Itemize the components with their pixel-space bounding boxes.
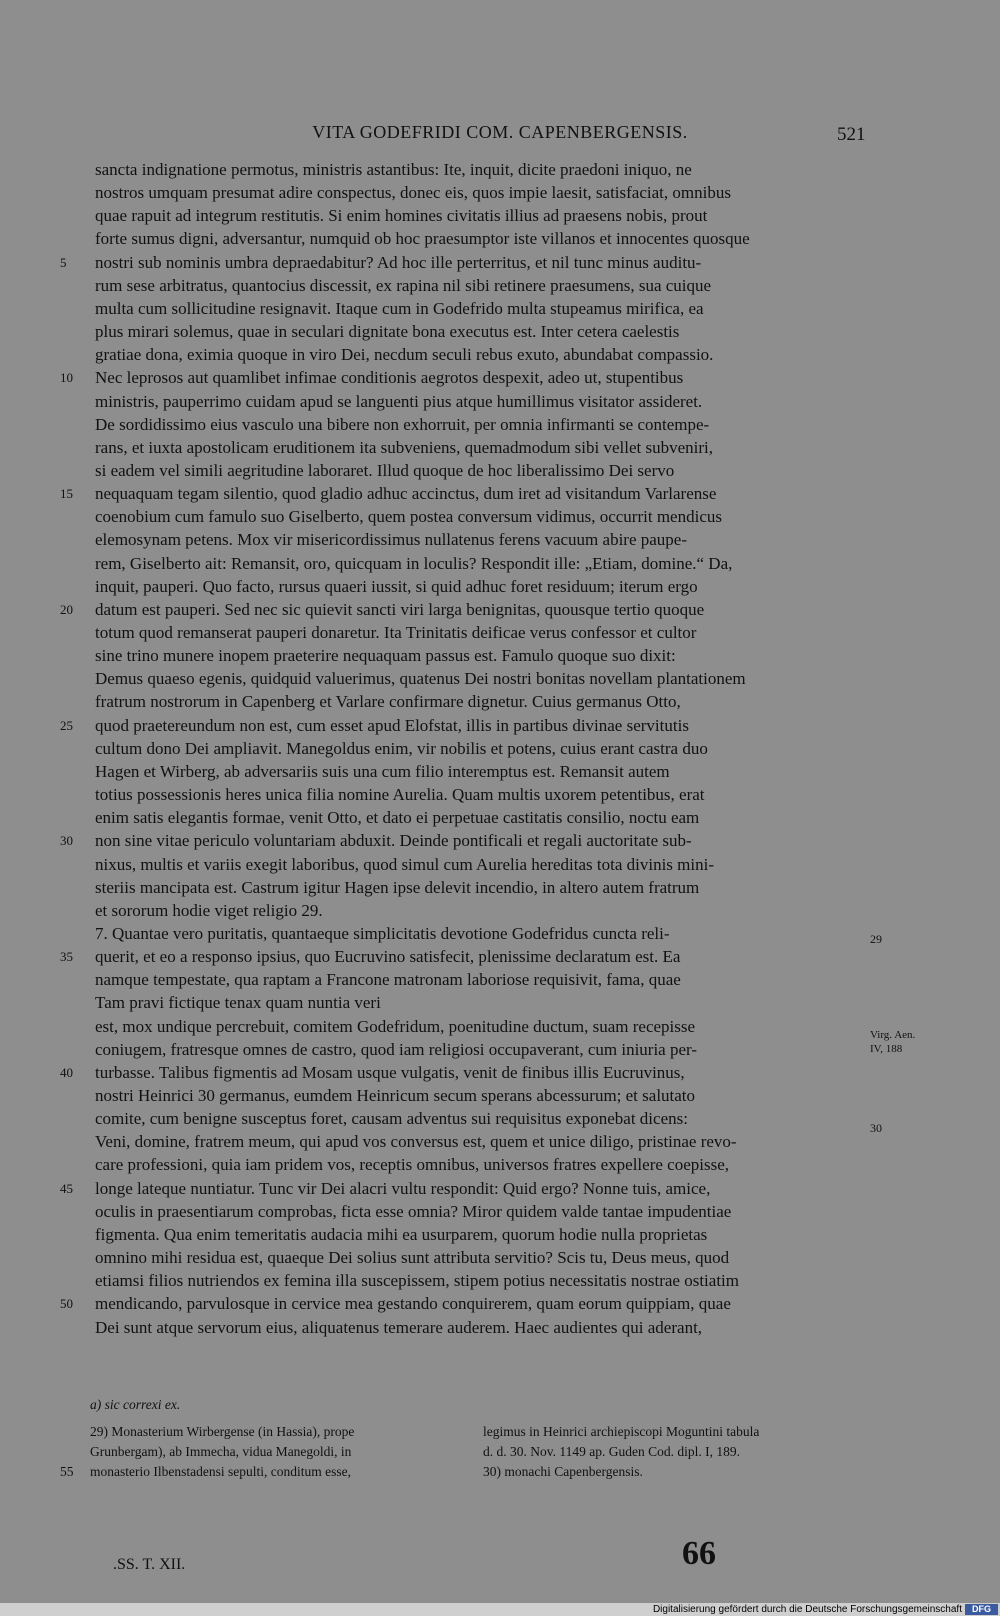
footnote-left-3: monasterio Ilbenstadensi sepulti, conditum esse, [90,1464,351,1479]
line-number: 25 [60,717,73,733]
line-number: 20 [60,601,73,617]
credit-bar [0,1603,1000,1616]
text-line: multa cum sollicitudine resignavit. Itaque cum in Godefrido multa stupeamus mirifica, ea [95,298,704,318]
text-line: inquit, pauperi. Quo facto, rursus quaeri iussit, si quid adhuc foret residuum; iterum ergo [95,576,698,596]
text-line: querit, et eo a responso ipsius, quo Eucruvino satisfecit, plenissime declaratum est. Ea [95,947,681,967]
footnote-left-2: Grunbergam), ab Immecha, vidua Manegoldi, in [90,1444,352,1459]
text-line: et sororum hodie viget religio 29. [95,900,323,920]
virgil-ref-line2: IV, 188 [870,1043,903,1055]
text-line: nostros umquam presumat adire conspectus, donec eis, quos impie laesit, satisfaciat, omnibus [95,183,731,203]
text-line: steriis mancipata est. Castrum igitur Hagen ipse delevit incendio, in altero autem fratrum [95,877,700,897]
text-line: turbasse. Talibus figmentis ad Mosam usque vulgatis, venit de finibus illis Eucruvinus, [95,1062,685,1082]
text-line: totius possessionis heres unica filia nomine Aurelia. Quam multis uxorem petentibus, erat [95,785,705,805]
line-number: 30 [60,833,73,849]
page-number: 521 [837,124,866,145]
text-line: Veni, domine, fratrem meum, qui apud vos conversus est, quem et unice diligo, pristinae revo- [95,1132,737,1152]
text-line: rans, et iuxta apostolicam eruditionem ita subveniens, quemadmodum sibi vellet subveniri, [95,437,714,457]
sheet-signature: 66 [682,1535,716,1572]
dfg-logo: DFG [965,1604,998,1615]
text-line: Demus quaeso egenis, quidquid valuerimus, quatenus Dei nostri bonitas novellam plantationem [95,669,746,689]
volume-signature: .SS. T. XII. [113,1556,186,1573]
footnote-right-3: 30) monachi Capenbergensis. [483,1464,643,1479]
text-line: etiamsi filios nutriendos ex femina illa suscepissem, stipem potius necessitatis nostrae ostiatim [95,1271,739,1291]
text-line: coniugem, fratresque omnes de castro, quod iam religiosi occupaverant, cum iniuria per- [95,1039,698,1059]
credit-text: Digitalisierung gefördert durch die Deutsche Forschungsgemeinschaft [652,1604,962,1615]
text-line: sancta indignatione permotus, ministris astantibus: Ite, inquit, dicite praedoni iniquo, ne [95,160,692,179]
text-line: comite, cum benigne susceptus foret, causam adventus sui requisitus exponebat dicens: [95,1109,688,1129]
text-line: longe lateque nuntiatur. Tunc vir Dei alacri vultu respondit: Quid ergo? Nonne tuis, amice, [95,1178,711,1198]
line-number: 45 [60,1180,73,1196]
footnote-left-1: 29) Monasterium Wirbergense (in Hassia), prope [90,1424,355,1439]
text-line: si eadem vel simili aegritudine laboraret. Illud quoque de hoc liberalissimo Dei servo [95,460,675,480]
line-number: 40 [60,1064,73,1080]
text-line: sine trino munere inopem praeterire nequaquam passus est. Famulo quoque suo dixit: [95,646,676,666]
line-number: 5 [60,254,67,270]
text-line: fratrum nostrorum in Capenberg et Varlare confirmare dignetur. Cuius germanus Otto, [95,692,681,712]
text-line: elemosynam petens. Mox vir misericordissimus nullatenus ferens vacuum abire paupe- [95,530,688,550]
text-line: gratiae dona, eximia quoque in viro Dei, necdum seculi rebus exuto, abundabat compassio. [95,345,714,365]
text-line: rem, Giselberto ait: Remansit, oro, quicquam in loculis? Respondit ille: „Etiam, domine.“ Da, [95,553,733,573]
text-line: quae rapuit ad integrum restitutis. Si enim homines civitatis illius ad praesens nobis, prout [95,206,708,226]
text-line: Nec leprosos aut quamlibet infimae conditionis aegrotos despexit, adeo ut, stupentibus [95,368,684,388]
text-line: figmenta. Qua enim temeritatis audacia mihi ea usurparem, quorum hodie nulla proprietas [95,1224,708,1244]
virgil-ref-line1: Virg. Aen. [870,1029,916,1041]
text-line: est, mox undique percrebuit, comitem Godefridum, poenitudine ductum, suam recepisse [95,1016,696,1036]
text-line: nostri sub nominis umbra depraedabitur? Ad hoc ille perterritus, et nil tunc minus auditu- [95,252,702,272]
footnote-line-number: 55 [60,1464,74,1479]
text-line: care professioni, quia iam pridem vos, receptis omnibus, universos fratres expellere coepisse, [95,1155,729,1175]
text-line: Tam pravi fictique tenax quam nuntia veri [95,993,381,1013]
text-line: plus mirari solemus, quae in seculari dignitate bona executus est. Inter cetera caelestis [95,322,680,342]
text-line: coenobium cum famulo suo Giselberto, quem postea conversum vidimus, occurrit mendicus [95,507,722,527]
text-line: mendicando, parvulosque in cervice mea gestando conquirerem, quam eorum quippiam, quae [95,1294,731,1314]
text-line: nixus, multis et variis exegit laboribus, quod simul cum Aurelia hereditas tota divinis mini- [95,854,714,874]
text-line: totum quod remanserat pauperi donaretur. Ita Trinitatis deificae verus confessor et cultor [95,623,697,642]
text-line: non sine vitae periculo voluntariam abduxit. Deinde pontificali et regali auctoritate sub- [95,831,692,851]
text-line: nostri Heinrici 30 germanus, eumdem Heinricum secum sperans abcessurum; et salutato [95,1086,696,1105]
line-number: 35 [60,949,73,965]
text-line: datum est pauperi. Sed nec sic quievit sancti viri larga benignitas, quousque tertio quoque [95,599,705,619]
text-line: nequaquam tegam silentio, quod gladio adhuc accinctus, dum iret ad visitandum Varlarense [95,484,717,504]
apparatus-note: a) sic correxi ex. [90,1397,181,1412]
text-line: forte sumus digni, adversantur, numquid ob hoc praesumptor iste villanos et innocentes quosque [95,229,750,249]
text-line: Hagen et Wirberg, ab adversariis suis una cum filio interemptus est. Remansit autem [95,761,670,781]
text-line: namque tempestate, qua raptam a Francone matronam laboriose requisivit, fama, quae [95,970,681,990]
margin-note-30: 30 [870,1121,882,1135]
text-line: omnino mihi residua est, quaeque Dei solius sunt attributa servitio? Scis tu, Deus meus, quod [95,1248,730,1268]
page-title: VITA GODEFRIDI COM. CAPENBERGENSIS. [312,122,688,142]
line-number: 50 [60,1296,73,1312]
text-line: De sordidissimo eius vasculo una bibere non exhorruit, per omnia infirmanti se contempe- [95,414,710,434]
line-number: 15 [60,486,73,502]
text-line: enim satis elegantis formae, venit Otto, et dato ei perpetuae castitatis consilio, noctu eam [95,808,700,828]
text-line: rum sese arbitratus, quantocius discessit, ex rapina nil sibi retinere praesumens, sua cuique [95,275,712,295]
line-number: 10 [60,370,73,386]
footnote-right-2: d. d. 30. Nov. 1149 ap. Guden Cod. dipl. I, 189. [483,1444,740,1459]
text-line: Dei sunt atque servorum eius, aliquatenus temerare auderem. Haec audientes qui aderant, [95,1317,703,1337]
text-line: oculis in praesentiarum comprobas, ficta esse omnia? Miror quidem valde tantae impudentiae [95,1201,732,1221]
text-line: 7. Quantae vero puritatis, quantaeque simplicitatis devotione Godefridus cuncta reli- [95,923,670,943]
margin-note-virgil [870,1028,915,1056]
text-line: cultum dono Dei ampliavit. Manegoldus enim, vir nobilis et potens, cuius erant castra duo [95,738,708,758]
margin-note-29: 29 [870,932,882,946]
footnote-right-1: legimus in Heinrici archiepiscopi Moguntini tabula [483,1424,760,1439]
text-line: ministris, pauperrimo cuidam apud se languenti pius atque humillimus visitator assideret. [95,391,703,411]
text-line: quod praetereundum non est, cum esset apud Elofstat, illis in partibus divinae servitutis [95,715,689,735]
